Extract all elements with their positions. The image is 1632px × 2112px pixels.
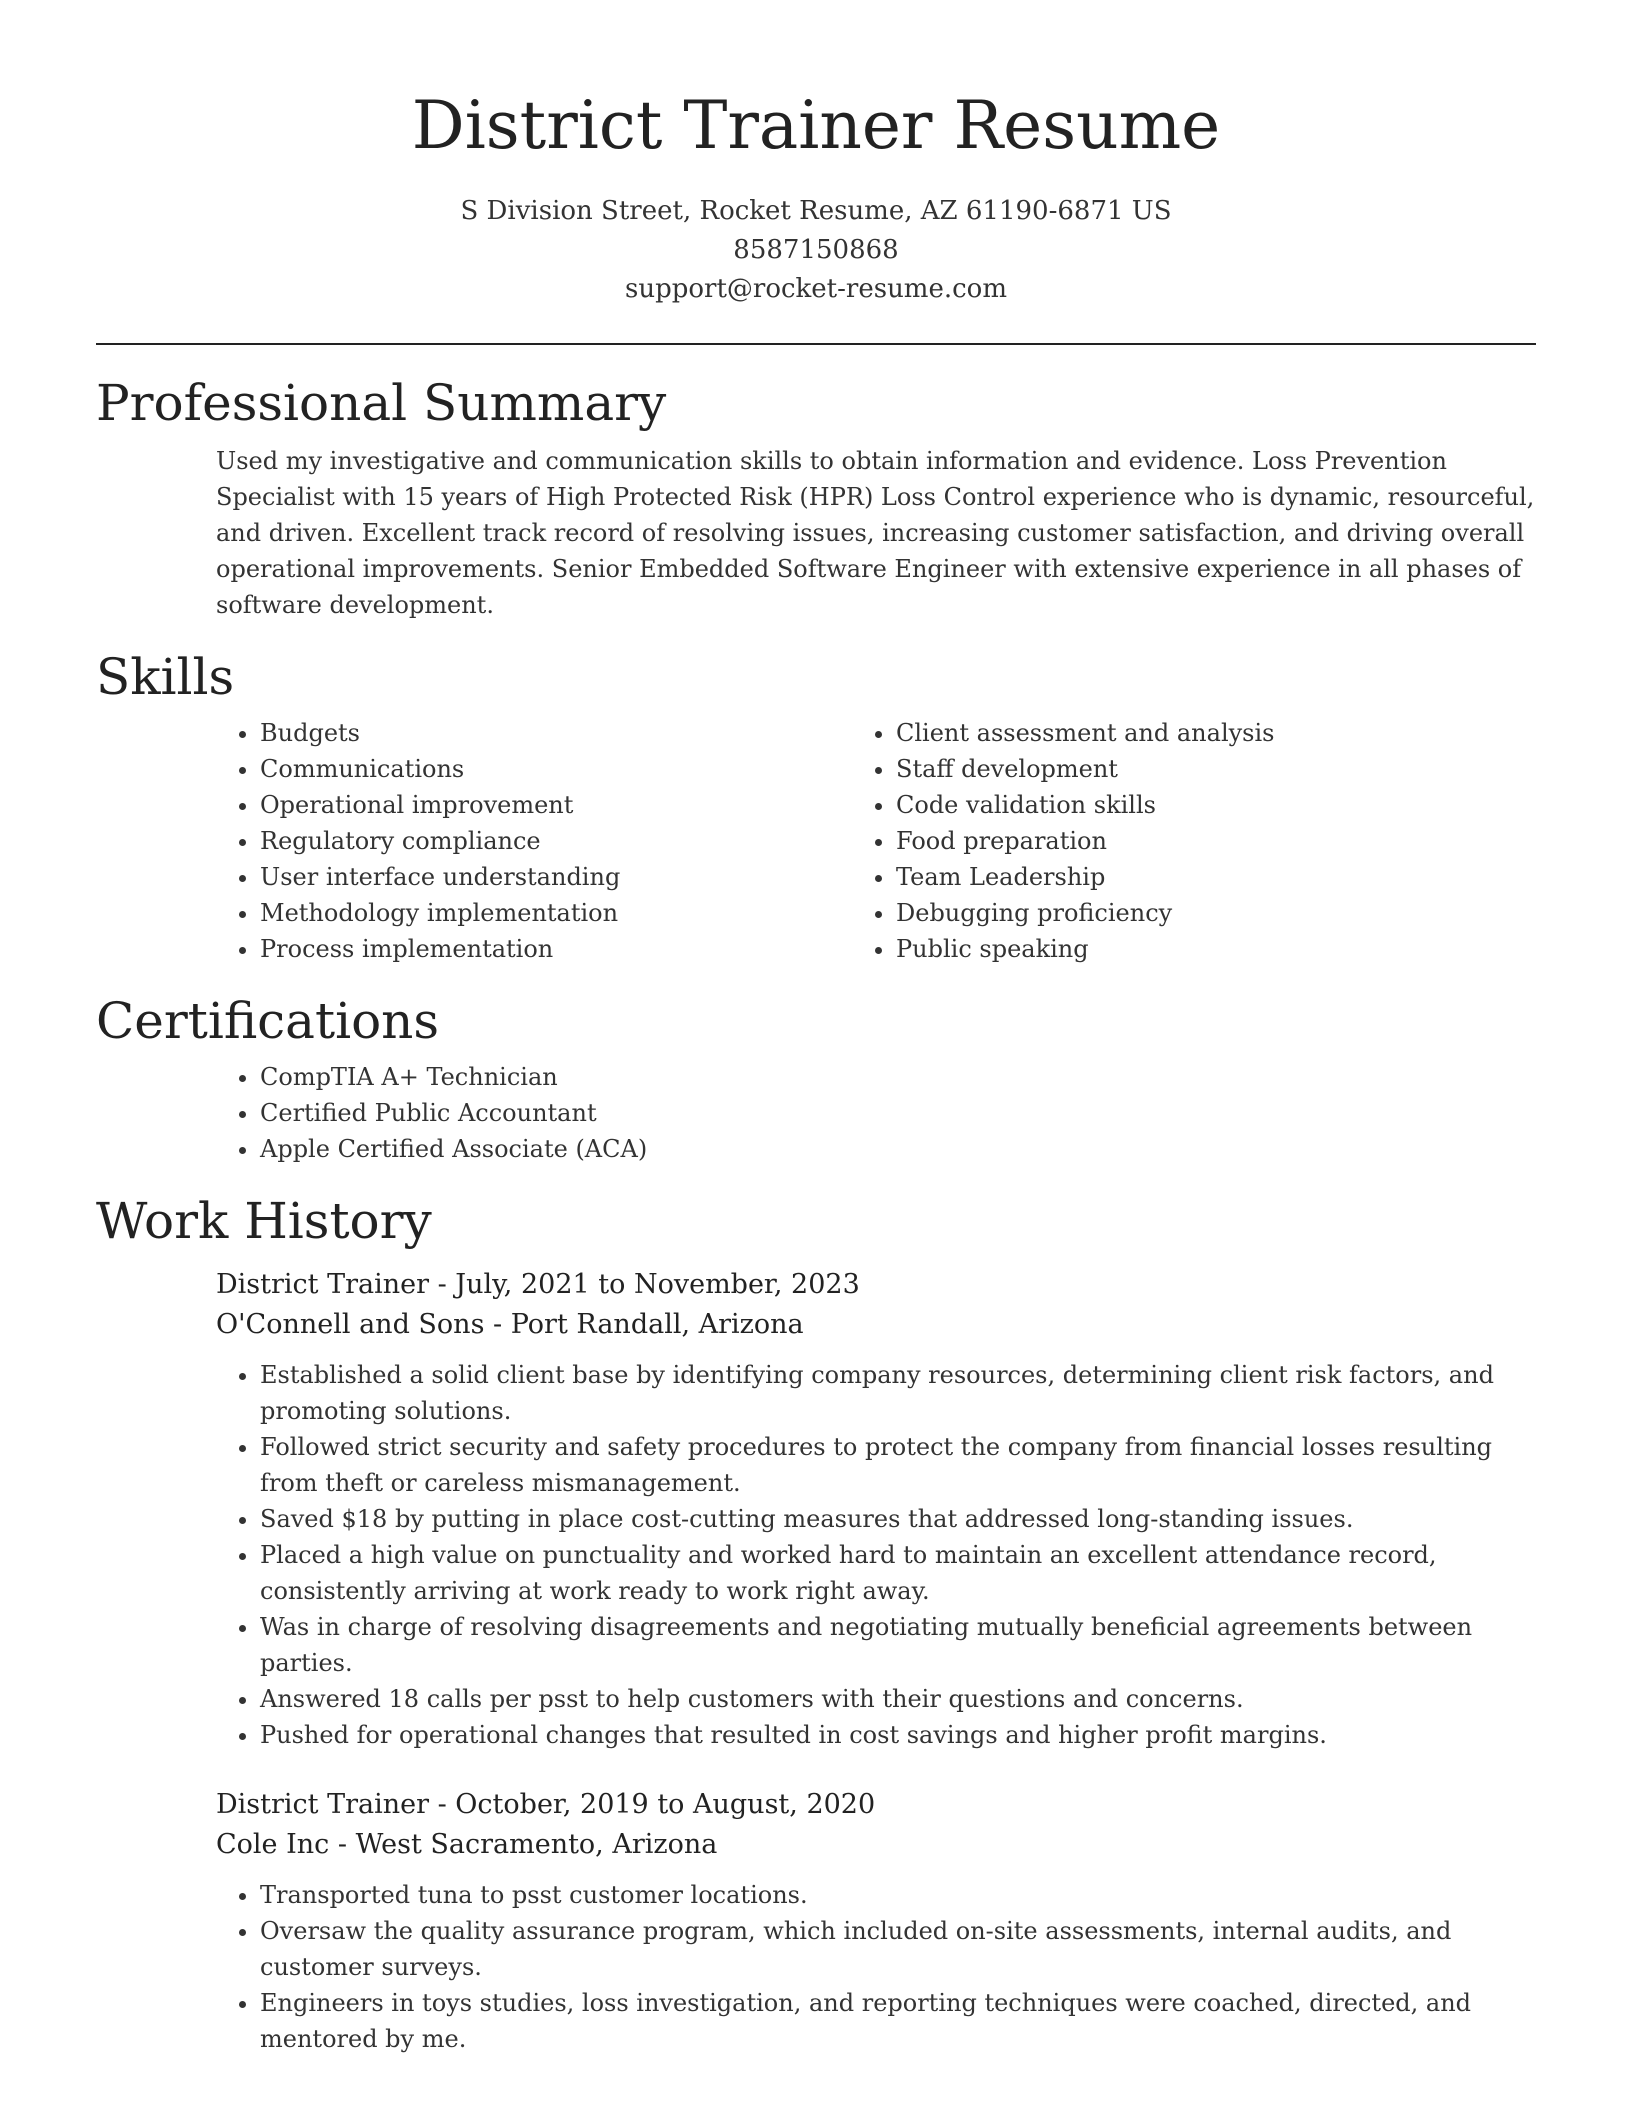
job-entry xyxy=(216,1785,1536,2057)
skill-item: • Debugging proficiency xyxy=(896,895,1496,931)
job-company-location: O'Connell and Sons - Port Randall, Arizona xyxy=(216,1309,804,1340)
summary-text: Used my investigative and communication skills to obtain information and evidence. Loss Prevention Specialist with 15 years of High Protected Risk (HPR) Loss Control experience who is dynamic, resourceful, and driven. Excellent track record of resolving issues, increasing customer satisfaction, and driving overall operational improvements. Senior Embedded Software Engineer with extensive experience in all phases of software development. xyxy=(216,447,1535,619)
skills-columns xyxy=(96,715,1536,967)
skill-item: • Team Leadership xyxy=(896,859,1496,895)
skill-item: • Methodology implementation xyxy=(260,895,746,931)
work-history-heading: Work History xyxy=(96,1192,432,1250)
job-bullet: • Answered 18 calls per psst to help customers with their questions and concerns. xyxy=(260,1681,1536,1717)
job-bullet: • Placed a high value on punctuality and worked hard to maintain an excellent attendance record, consistently arriving at work ready to work right away. xyxy=(260,1537,1536,1609)
contact-phone: 8587150868 xyxy=(733,235,899,265)
job-bullet: • Saved $18 by putting in place cost-cutting measures that addressed long-standing issues. xyxy=(260,1501,1536,1537)
job-entry xyxy=(216,1265,1536,1753)
job-title-dates: District Trainer - October, 2019 to August, 2020 xyxy=(216,1789,876,1820)
summary-heading: Professional Summary xyxy=(96,374,667,432)
resume-header xyxy=(96,0,1536,309)
skills-section xyxy=(96,645,1536,967)
job-bullet: • Pushed for operational changes that resulted in cost savings and higher profit margins. xyxy=(260,1717,1536,1753)
skill-item: • Public speaking xyxy=(896,931,1496,967)
header-divider xyxy=(96,343,1536,345)
skills-list-column-1 xyxy=(96,715,746,967)
skill-item: • Communications xyxy=(260,751,746,787)
skills-heading: Skills xyxy=(96,648,235,706)
certification-item: • CompTIA A+ Technician xyxy=(260,1059,1536,1095)
job-bullet: • Was in charge of resolving disagreements and negotiating mutually beneficial agreements between parties. xyxy=(260,1609,1536,1681)
skill-item: • User interface understanding xyxy=(260,859,746,895)
job-bullets xyxy=(216,1877,1536,2057)
job-spacer xyxy=(96,1753,1536,1785)
skill-item: • Client assessment and analysis xyxy=(896,715,1496,751)
job-bullet: • Transported tuna to psst customer locations. xyxy=(260,1877,1536,1913)
skill-item: • Food preparation xyxy=(896,823,1496,859)
resume-page xyxy=(96,0,1536,2057)
job-bullet: • Oversaw the quality assurance program, which included on-site assessments, internal audits, and customer surveys. xyxy=(260,1913,1536,1985)
job-company-location: Cole Inc - West Sacramento, Arizona xyxy=(216,1829,718,1860)
certifications-section xyxy=(96,989,1536,1167)
summary-section xyxy=(96,371,1536,623)
job-title-dates: District Trainer - July, 2021 to November, 2023 xyxy=(216,1269,860,1300)
skill-item: • Staff development xyxy=(896,751,1496,787)
resume-title: District Trainer Resume xyxy=(411,87,1221,164)
job-bullet: • Engineers in toys studies, loss investigation, and reporting techniques were coached, directed, and mentored by me. xyxy=(260,1985,1536,2057)
skill-item: • Process implementation xyxy=(260,931,746,967)
certifications-list xyxy=(96,1059,1536,1167)
certifications-heading: Certifications xyxy=(96,992,440,1050)
certification-item: • Certified Public Accountant xyxy=(260,1095,1536,1131)
certification-item: • Apple Certified Associate (ACA) xyxy=(260,1131,1536,1167)
skill-item: • Budgets xyxy=(260,715,746,751)
skill-item: • Code validation skills xyxy=(896,787,1496,823)
skills-list-column-2 xyxy=(732,715,1496,967)
contact-block xyxy=(96,192,1536,309)
work-history-section xyxy=(96,1189,1536,2057)
contact-email: support@rocket-resume.com xyxy=(624,274,1007,304)
job-bullet: • Established a solid client base by identifying company resources, determining client risk factors, and promoting solutions. xyxy=(260,1357,1536,1429)
skill-item: • Regulatory compliance xyxy=(260,823,746,859)
job-bullet: • Followed strict security and safety procedures to protect the company from financial losses resulting from theft or careless mismanagement. xyxy=(260,1429,1536,1501)
skill-item: • Operational improvement xyxy=(260,787,746,823)
job-bullets xyxy=(216,1357,1536,1753)
contact-address: S Division Street, Rocket Resume, AZ 61190-6871 US xyxy=(460,196,1172,226)
